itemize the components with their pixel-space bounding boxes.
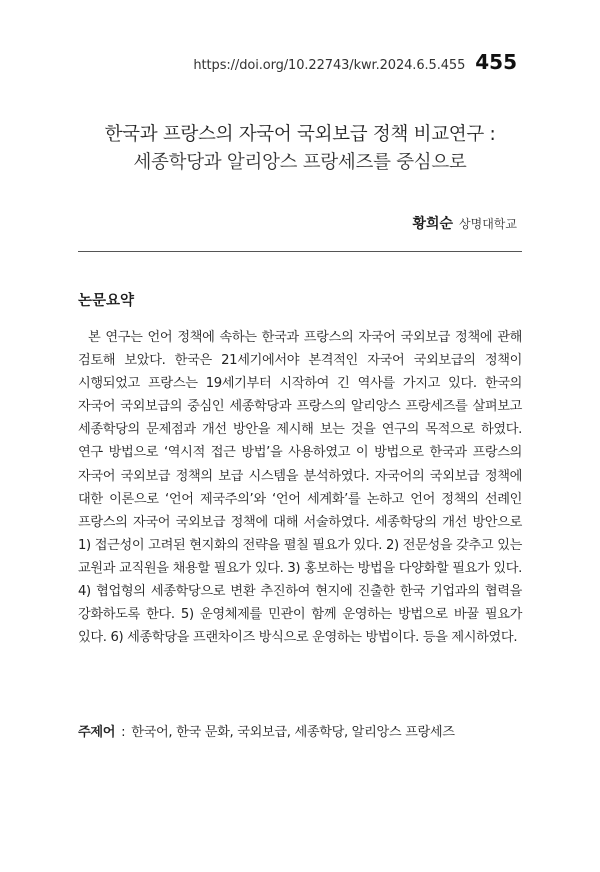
section-divider xyxy=(78,251,522,252)
abstract-text: 본 연구는 언어 정책에 속하는 한국과 프랑스의 자국어 국외보급 정책에 관해 검토해 보았다. 한국은 21세기에서야 본격적인 자국어 국외보급의 정책이 시행되었고 프랑스는 19세기부터 시작하여 긴 역사를 가지고 있다. 한국의 자국어 국외보급의 중심인 세종학당과 프랑스의 알리앙스 프랑세즈를 살펴보고 세종학당의 문제점과 개선 방안을 제시해 보는 것을 연구의 목적으로 하였다. 연구 방법으로 ‘역시적 접근 방법’을 사용하였고 이 방법으로 한국과 프랑스의 자국어 국외보급 정책의 보급 시스템을 분석하였다. 자국어의 국외보급 정책에 대한 이론으로 ‘언어 제국주의’와 ‘언어 세계화’를 논하고 언어 정책의 선례인 프랑스의 자국어 국외보급 정책에 대해 서술하였다. 세종학당의 개선 방안으로 1) 접근성이 고려된 현지화의 전략을 펼칠 필요가 있다. 2) 전문성을 갖추고 있는 교원과 교직원을 채용할 필요가 있다. 3) 홍보하는 방법을 다양화할 필요가 있다. 4) 협업형의 세종학당으로 변환 추진하여 현지에 진출한 한국 기업과의 협력을 강화하도록 한다. 5) 운영체제를 민관이 함께 운영하는 방법으로 바꿀 필요가 있다. 6) 세종학당을 프랜차이즈 방식으로 운영하는 방법이다. 등을 제시하였다. xyxy=(78,330,522,646)
paper-subtitle: 세종학당과 알리앙스 프랑세즈를 중심으로 xyxy=(133,152,467,173)
abstract-body xyxy=(78,326,522,649)
abstract-heading: 논문요약 xyxy=(78,293,135,309)
doi-link[interactable]: https://doi.org/10.22743/kwr.2024.6.5.455 xyxy=(193,58,466,73)
keywords-list: 한국어, 한국 문화, 국외보급, 세종학당, 알리앙스 프랑세즈 xyxy=(131,725,455,740)
paper-title: 한국과 프랑스의 자국어 국외보급 정책 비교연구 : xyxy=(104,124,496,145)
page-header xyxy=(193,50,517,74)
author-affiliation: 상명대학교 xyxy=(459,217,517,231)
keywords-label: 주제어 xyxy=(78,725,116,740)
page-number: 455 xyxy=(475,50,517,74)
author-block xyxy=(412,213,517,233)
keywords-separator: : xyxy=(121,725,126,740)
keywords-line xyxy=(78,721,455,740)
author-name: 황희순 xyxy=(412,216,454,232)
